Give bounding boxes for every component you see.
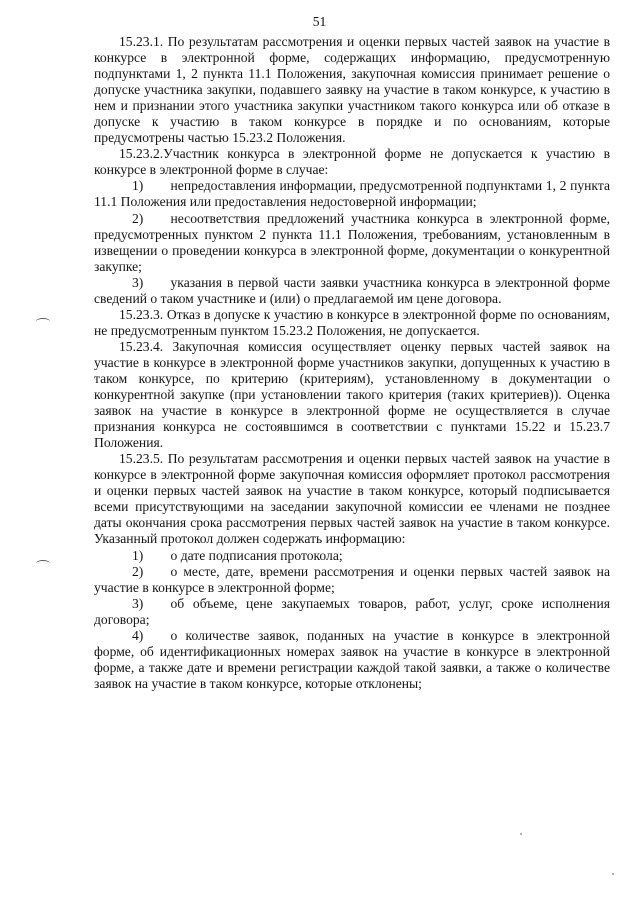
list-item: 1) непредоставления информации, предусмотренной подпунктами 1, 2 пункта 11.1 Положения или предоставления недостоверной информации; (94, 178, 610, 210)
list-item: 2) о месте, дате, времени рассмотрения и оценки первых частей заявок на участие в конкурсе в электронной форме; (94, 563, 610, 595)
document-body (94, 34, 610, 692)
list-item: 2) несоответствия предложений участника конкурса в электронной форме, предусмотренных пунктом 2 пункта 11.1 Положения, требованиям, установленным в извещении о проведении конкурса в электронной форме, документации о конкурентной закупке; (94, 210, 610, 274)
paragraph-15-23-1: 15.23.1. По результатам рассмотрения и оценки первых частей заявок на участие в конкурсе в электронной форме, содержащих информацию, предусмотренную подпунктами 1, 2 пункта 11.1 Положения, закупочная комиссия принимает решение о допуске участника закупки, подавшего заявку на участие в таком конкурсе, к участию в нем и признании этого участника закупки участником такого конкурса или об отказе в допуске к участию в таком конкурсе в порядке и по основаниям, которые предусмотрены частью 15.23.2 Положения. (94, 34, 610, 146)
scan-speck (612, 873, 614, 875)
binding-hole-mark (36, 318, 50, 325)
paragraph-15-23-4: 15.23.4. Закупочная комиссия осуществляет оценку первых частей заявок на участие в конкурсе в электронной форме участников закупки, допущенных к участию в таком конкурсе, по критерию (критериям), установленному в документации о конкурентной закупке (при установлении такого критерия (таких критериев)). Оценка заявок на участие в конкурсе в электронной форме не осуществляется в случае признания конкурса не состоявшимся в соответствии с пунктами 15.22 и 15.23.7 Положения. (94, 338, 610, 451)
paragraph-15-23-2: 15.23.2.Участник конкурса в электронной форме не допускается к участию в конкурсе в электронной форме в случае: (94, 146, 610, 178)
list-item: 3) указания в первой части заявки участника конкурса в электронной форме сведений о таком участнике и (или) о предлагаемой им цене договора. (94, 274, 610, 306)
list-item: 1) о дате подписания протокола; (132, 547, 343, 563)
paragraph-15-23-5: 15.23.5. По результатам рассмотрения и оценки первых частей заявок на участие в конкурсе в электронной форме закупочная комиссия оформляет протокол рассмотрения и оценки первых частей заявок на участие в таком конкурсе, который подписывается всеми присутствующими на заседании закупочной комиссии ее членами не позднее даты окончания срока рассмотрения первых частей заявок на участие в таком конкурсе. Указанный протокол должен содержать информацию: (94, 451, 610, 547)
page-number: 51 (312, 14, 327, 29)
paragraph-15-23-3: 15.23.3. Отказ в допуске к участию в конкурсе в электронной форме по основаниям, не предусмотренным пунктом 15.23.2 Положения, не допускается. (94, 306, 610, 338)
scan-speck (520, 833, 522, 835)
binding-hole-mark (36, 560, 50, 567)
list-item: 3) об объеме, цене закупаемых товаров, работ, услуг, сроке исполнения договора; (94, 595, 610, 627)
list-item: 4) о количестве заявок, поданных на участие в конкурсе в электронной форме, об идентификационных номерах заявок на участие в конкурсе в электронной форме, а также дате и времени регистрации каждой такой заявки, а также о количестве заявок на участие в таком конкурсе, которые отклонены; (94, 627, 610, 691)
